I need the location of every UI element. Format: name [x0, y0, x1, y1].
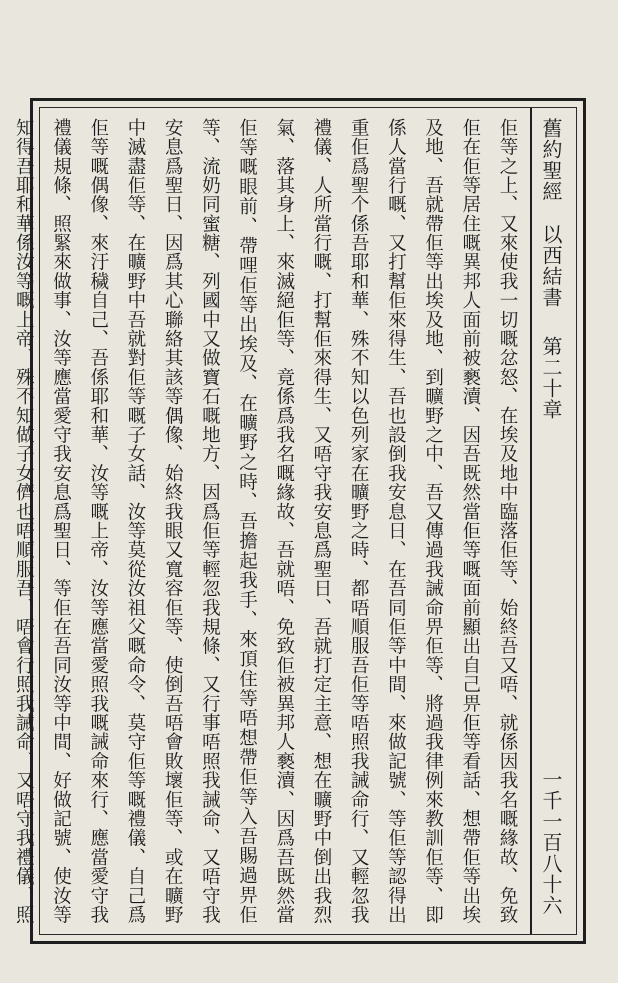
page-number: 一千一百八十六 [539, 769, 563, 916]
show-through [0, 4, 618, 104]
book-title: 舊約聖經 [539, 118, 563, 202]
header-divider [530, 108, 532, 934]
page-inner-border [13, 107, 577, 935]
chapter-number: 第二十章 [539, 336, 563, 420]
page-frame [13, 98, 586, 944]
body-text [13, 118, 526, 924]
verse-block: 佢等之上、又來使我一切嘅忿怒、在埃及地中臨落佢等、始終吾又唔、就係因我名嘅緣故、免致佢在佢等居住嘅異邦人面前被褻瀆、因吾既然當佢等嘅面前顯出自己畀佢等看話、想帶佢等出埃及地、吾就帶佢等出埃及地、到曠野之中、吾又傳過我誡命畀佢等、將過我律例來教訓佢等、即係人當行嘅、又打幫佢來得生、吾也設倒我安息日、在吾同佢等中間、來做記號、等佢等認得出重佢爲聖个係吾耶和華、殊不知以色列家在曠野之時、都唔順服吾佢等唔照我誡命行、又輕忽我禮儀、人所當行嘅、打幫佢來得生、又唔守我安息爲聖日、吾就打定主意、想在曠野中倒出我烈氣、落其身上、來滅絕佢等、竟係爲我名嘅緣故、吾就唔、免致佢被異邦人褻瀆、因爲吾既然當佢等嘅眼前、帶哩佢等出埃及、在曠野之時、吾擔起我手、來頂住等唔想帶佢等入吾賜過畀佢等、流奶同蜜糖、列國中又做寶石嘅地方、因爲佢等輕忽我規條、又行事唔照我誡命、又唔守我安息爲聖日、因爲其心聯絡其該等偶像、始終我眼又寬容佢等、使倒吾唔會敗壞佢等、或在曠野中滅盡佢等、在曠野中吾就對佢等嘅子女話、汝等莫從汝祖父嘅命令、莫守佢等嘅禮儀、自己爲佢等嘅偶像、來汙穢自己、吾係耶和華、汝等嘅上帝、汝等應當愛照我嘅誡命來行、應當愛守我禮儀規條、照緊來做事、汝等應當愛守我安息爲聖日、等佢在吾同汝等中間、好做記號、使汝等知得吾耶和華係汝等嘅上帝、殊不知做子女儕也唔順服吾、唔會行照我誡命、又唔守我禮儀、照 [13, 118, 518, 924]
chapter-title: 以西結書 [539, 224, 563, 308]
